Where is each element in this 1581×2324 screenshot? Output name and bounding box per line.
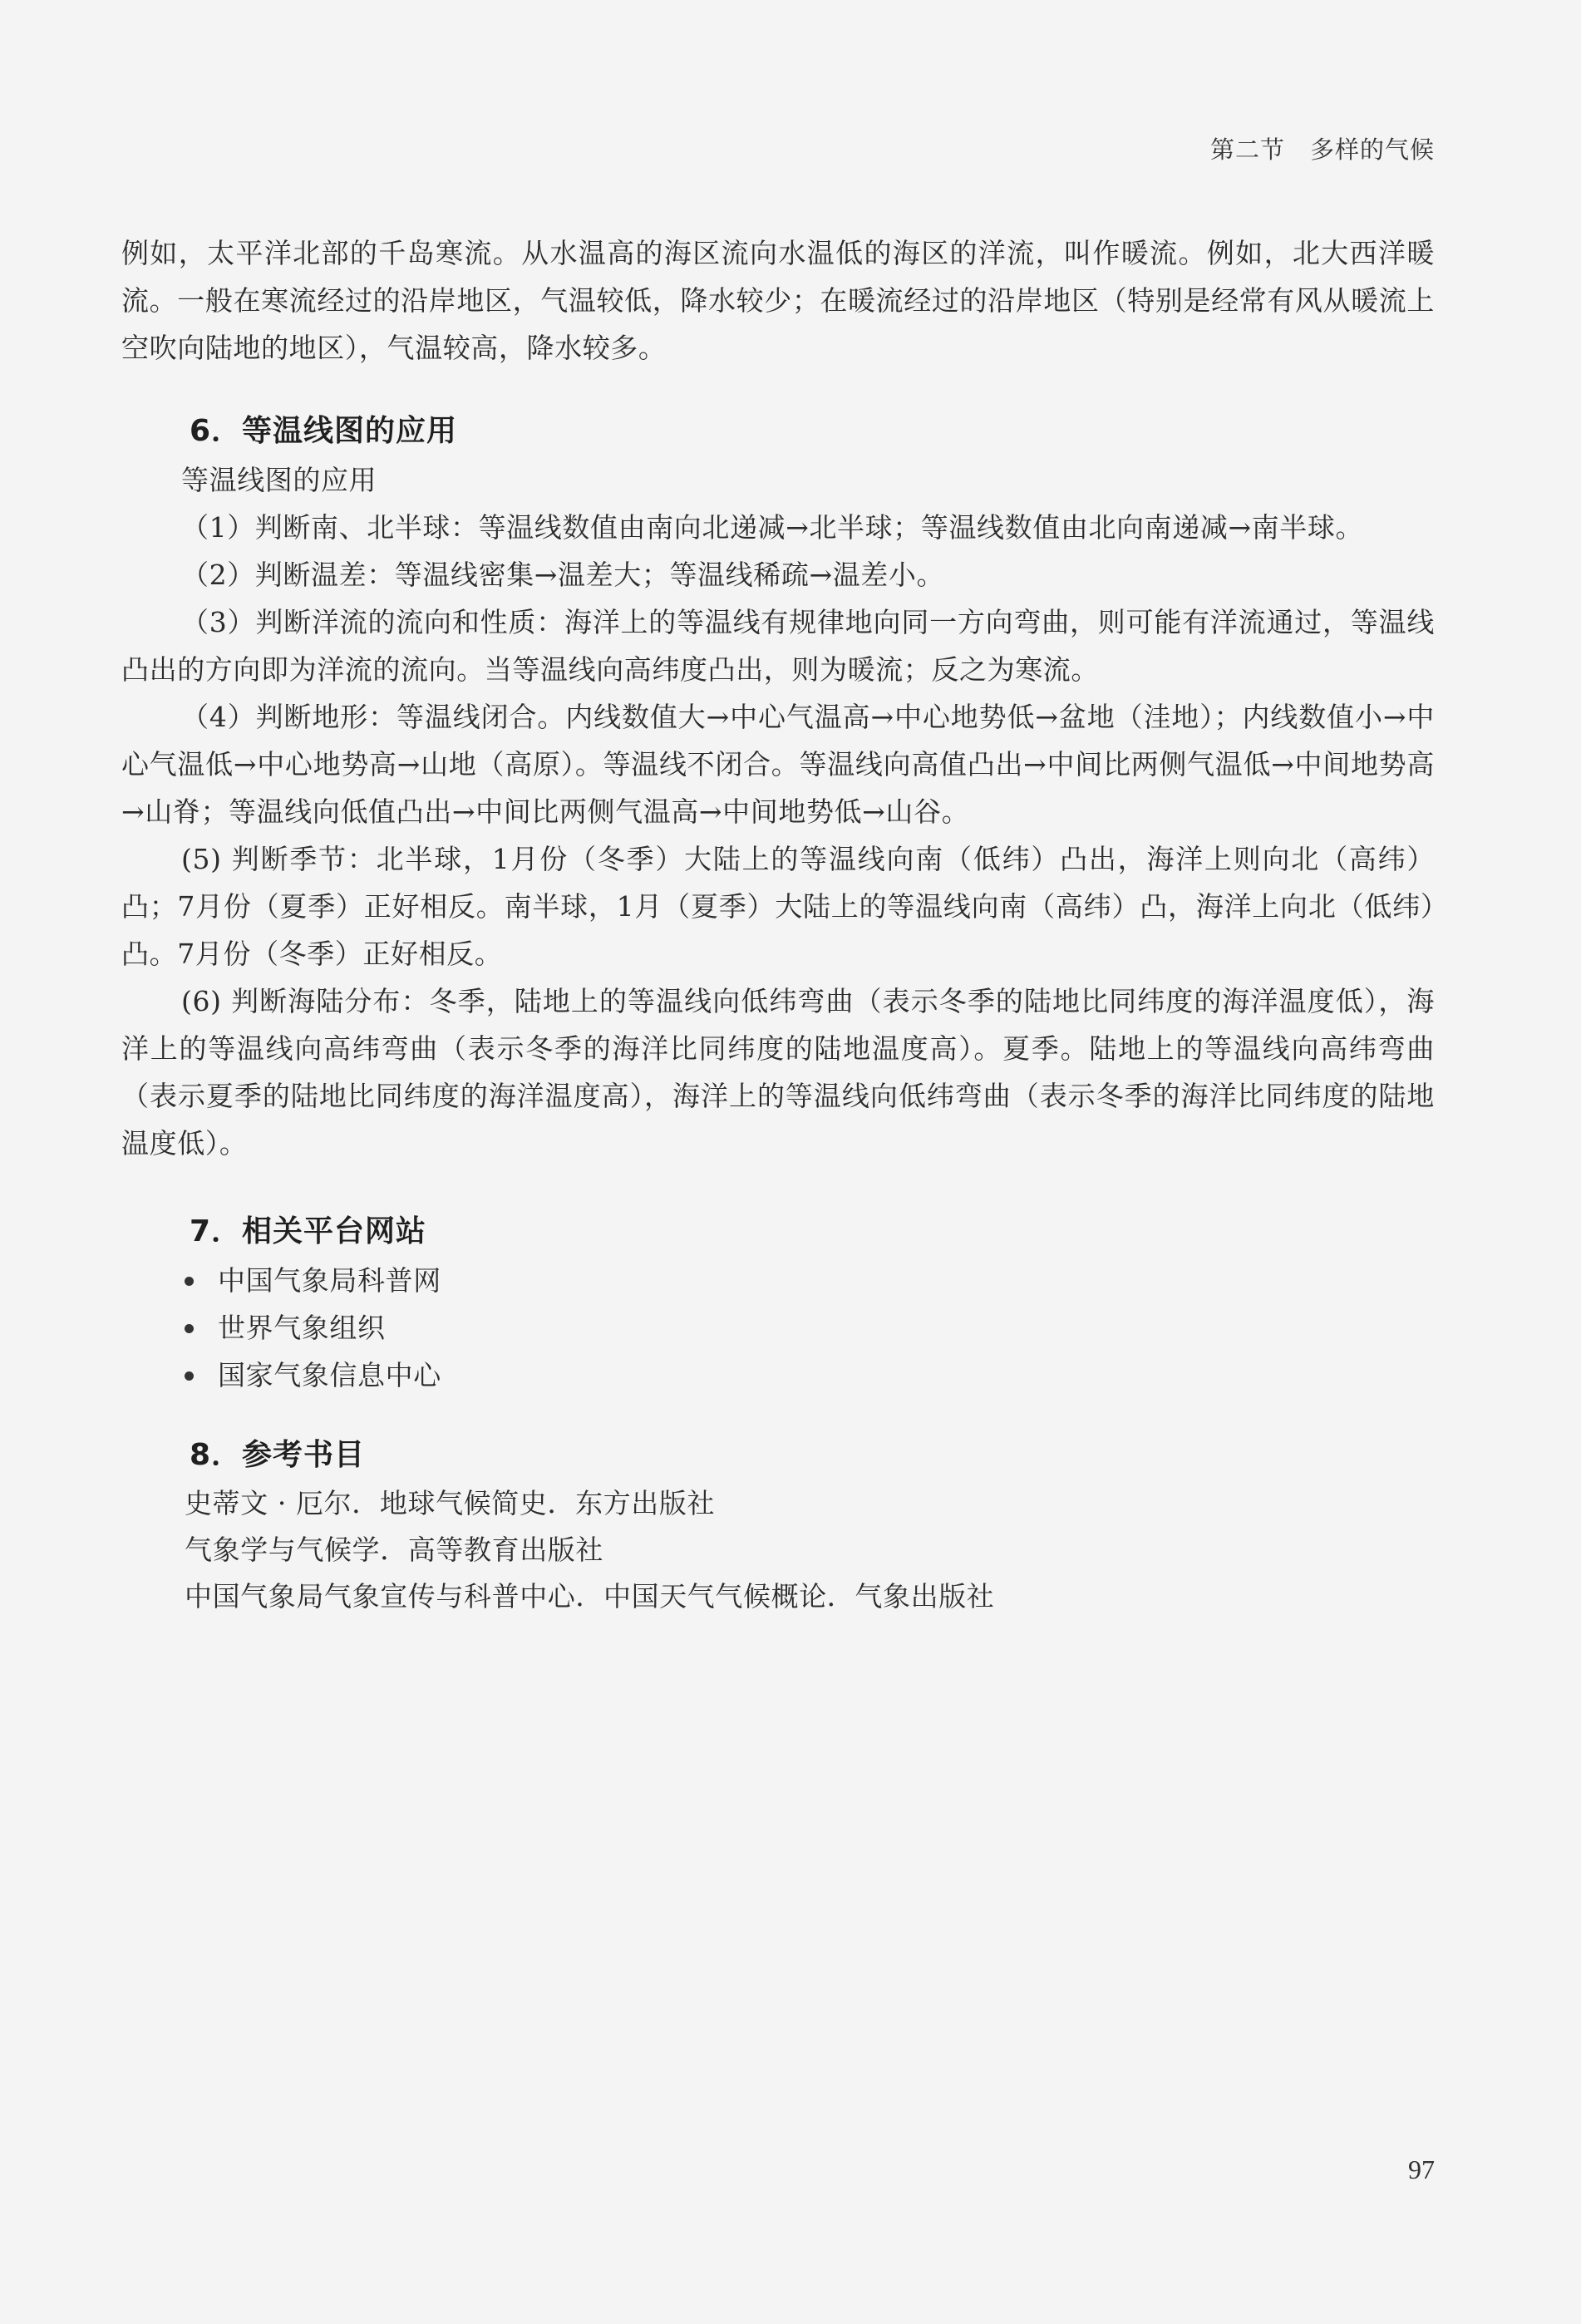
- website-link: 中国气象局科普网: [218, 1264, 441, 1297]
- website-link: 国家气象信息中心: [218, 1359, 441, 1391]
- section-8-heading: 8．参考书目: [190, 1438, 366, 1472]
- reference-item: 史蒂文 · 厄尔．地球气候简史．东方出版社: [185, 1487, 716, 1519]
- page-number: 97: [1408, 2154, 1435, 2184]
- section-6-item-4: （4）判断地形：等温线闭合。内线数值大→中心气温高→中心地势低→盆地（洼地）；内线数值小→中心气温低→中心地势高→山地（高原）。等温线不闭合。等温线向高值凸出→中间比两侧气温低→中间地势高→山脊；等温线向低值凸出→中间比两侧气温高→中间地势低→山谷。: [121, 701, 1435, 828]
- reference-item: 气象学与气候学．高等教育出版社: [185, 1534, 603, 1566]
- website-link: 世界气象组织: [218, 1312, 386, 1344]
- header-section: 第二节: [1209, 135, 1285, 164]
- page-content: [121, 229, 1435, 1620]
- list-item: [185, 1304, 1435, 1352]
- bullet-icon: [185, 1277, 194, 1286]
- section-6-subtitle: 等温线图的应用: [181, 464, 377, 496]
- header-title: 多样的气候: [1309, 135, 1435, 164]
- section-6-item-1: （1）判断南、北半球：等温线数值由南向北递减→北半球；等温线数值由北向南递减→南半球。: [181, 511, 1364, 544]
- section-6-item-2: （2）判断温差：等温线密集→温差大；等温线稀疏→温差小。: [181, 559, 945, 591]
- website-list: [121, 1257, 1435, 1399]
- list-item: [185, 1257, 1435, 1304]
- section-6-item-6: (6) 判断海陆分布：冬季，陆地上的等温线向低纬弯曲（表示冬季的陆地比同纬度的海洋温度低），海洋上的等温线向高纬弯曲（表示冬季的海洋比同纬度的陆地温度高）。夏季。陆地上的等温线向高纬弯曲（表示夏季的陆地比同纬度的海洋温度高），海洋上的等温线向低纬弯曲（表示冬季的海洋比同纬度的陆地温度低）。: [121, 985, 1435, 1160]
- running-header: [1210, 131, 1435, 165]
- section-6-item-3: （3）判断洋流的流向和性质：海洋上的等温线有规律地向同一方向弯曲，则可能有洋流通过，等温线凸出的方向即为洋流的流向。当等温线向高纬度凸出，则为暖流；反之为寒流。: [121, 606, 1435, 686]
- reference-item: 中国气象局气象宣传与科普中心．中国天气气候概论．气象出版社: [185, 1580, 995, 1613]
- section-7-heading: 7．相关平台网站: [190, 1214, 427, 1248]
- list-item: [185, 1352, 1435, 1399]
- section-6-heading: 6．等温线图的应用: [190, 414, 458, 448]
- bullet-icon: [185, 1324, 194, 1333]
- section-6-item-5: (5) 判断季节：北半球，1月份（冬季）大陆上的等温线向南（低纬）凸出，海洋上则向北（高纬）凸；7月份（夏季）正好相反。南半球，1月（夏季）大陆上的等温线向南（高纬）凸，海洋上向北（低纬）凸。7月份（冬季）正好相反。: [121, 843, 1435, 970]
- bullet-icon: [185, 1371, 194, 1381]
- intro-paragraph: 例如，太平洋北部的千岛寒流。从水温高的海区流向水温低的海区的洋流，叫作暖流。例如，北大西洋暖流。一般在寒流经过的沿岸地区，气温较低，降水较少；在暖流经过的沿岸地区（特别是经常有风从暖流上空吹向陆地的地区），气温较高，降水较多。: [121, 237, 1435, 364]
- reference-list: [121, 1480, 1435, 1620]
